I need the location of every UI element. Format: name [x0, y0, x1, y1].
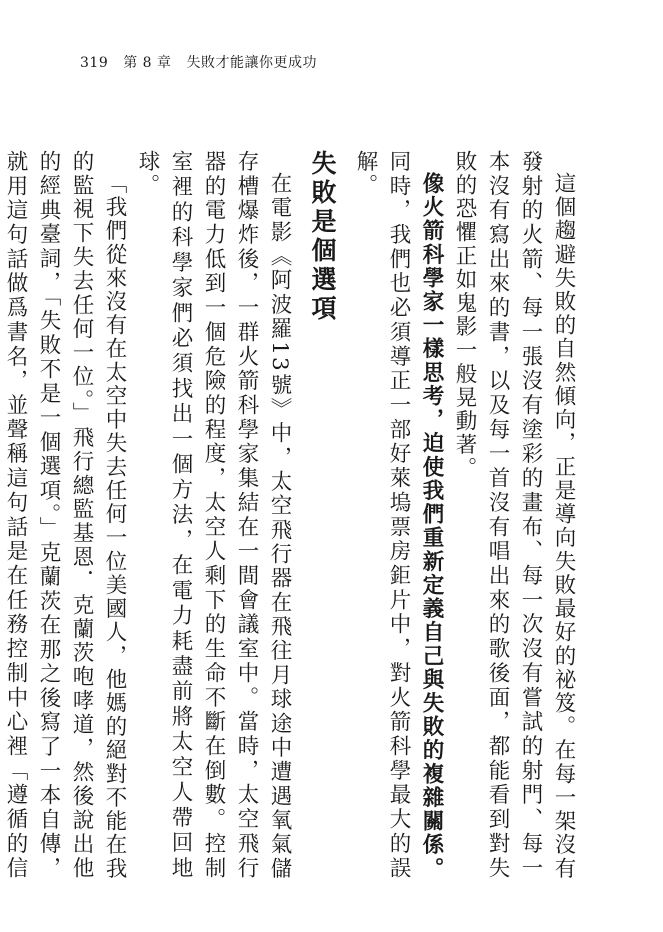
paragraph-2: [349, 150, 448, 880]
paragraph-2-emphasis: 像火箭科學家一樣思考，迫使我們重新定義自己與失敗的複雜關係。: [419, 171, 444, 880]
running-header: [80, 52, 327, 72]
paragraph-1: 這個趨避失敗的自然傾向，正是導向失敗最好的祕笈。在每一架沒有發射的火箭、每一張沒有塗彩的畫布、每一次沒有嘗試的射門、每一本沒有寫出來的書，以及每一首沒有唱出來的歌後面，都能看到對失敗的恐懼正如鬼影一般晃動著。: [452, 150, 576, 880]
section-heading: 失敗是個選項: [308, 150, 337, 324]
paragraph-4: 「我們從來沒有在太空中失去任何一位美國人，他媽的絕對不能在我的監視下失去任何一位。」飛行總監基恩．克蘭茨咆哮道，然後說出他的經典臺詞，「失敗不是一個選項。」克蘭茨在那之後寫了一本自傳，就用這句話做爲書名，並聲稱這句話是在任務控制中心裡「遵循的信: [3, 150, 127, 880]
body-text: [3, 150, 580, 880]
page-number: 319: [80, 55, 109, 71]
paragraph-3: 在電影《阿波羅13號》中，太空飛行器在飛往月球途中遭遇氧氣儲存槽爆炸後，一群火箭科學家集結在一間會議室中。當時，太空飛行器的電力低到一個危險的程度，太空人剩下的生命不斷在倒數。控制室裡的科學家們必須找出一個方法，在電力耗盡前將太空人帶回地球。: [135, 150, 292, 880]
paragraph-2-rest: 同時，我們也必須導正一部好萊塢票房鉅片中，對火箭科學最大的誤解。: [353, 150, 411, 880]
chapter-title: 失敗才能讓你更成功: [186, 55, 317, 71]
chapter-label: 第 8 章: [123, 55, 172, 71]
